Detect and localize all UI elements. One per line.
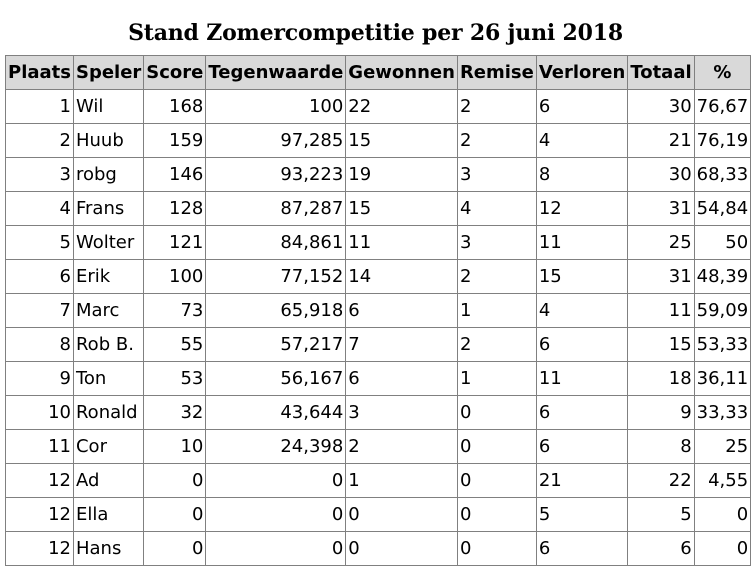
- table-row: [6, 90, 751, 124]
- table-row: [6, 498, 751, 532]
- remise-cell: 0: [457, 396, 536, 430]
- table-body: [6, 90, 751, 566]
- gewonnen-cell: 1: [346, 464, 458, 498]
- verloren-cell: 6: [536, 430, 627, 464]
- plaats-cell: 8: [6, 328, 74, 362]
- remise-cell: 0: [457, 498, 536, 532]
- table-row: [6, 226, 751, 260]
- column-header-remise: Remise: [457, 56, 536, 90]
- table-row: [6, 362, 751, 396]
- tegenwaarde-cell: 97,285: [206, 124, 346, 158]
- header-row: [6, 56, 751, 90]
- percentage-cell: 59,09: [694, 294, 751, 328]
- remise-cell: 1: [457, 294, 536, 328]
- plaats-cell: 7: [6, 294, 74, 328]
- gewonnen-cell: 11: [346, 226, 458, 260]
- percentage-cell: 25: [694, 430, 751, 464]
- verloren-cell: 21: [536, 464, 627, 498]
- speler-cell: Cor: [73, 430, 143, 464]
- totaal-cell: 30: [628, 158, 694, 192]
- plaats-cell: 6: [6, 260, 74, 294]
- score-cell: 128: [144, 192, 206, 226]
- tegenwaarde-cell: 100: [206, 90, 346, 124]
- verloren-cell: 6: [536, 90, 627, 124]
- verloren-cell: 4: [536, 294, 627, 328]
- plaats-cell: 2: [6, 124, 74, 158]
- column-header-plaats: Plaats: [6, 56, 74, 90]
- gewonnen-cell: 15: [346, 124, 458, 158]
- gewonnen-cell: 22: [346, 90, 458, 124]
- tegenwaarde-cell: 0: [206, 464, 346, 498]
- verloren-cell: 11: [536, 226, 627, 260]
- column-header-percentage: %: [694, 56, 751, 90]
- gewonnen-cell: 0: [346, 498, 458, 532]
- score-cell: 168: [144, 90, 206, 124]
- gewonnen-cell: 19: [346, 158, 458, 192]
- table-row: [6, 430, 751, 464]
- table-row: [6, 158, 751, 192]
- score-cell: 0: [144, 532, 206, 566]
- verloren-cell: 6: [536, 532, 627, 566]
- speler-cell: Ronald: [73, 396, 143, 430]
- percentage-cell: 50: [694, 226, 751, 260]
- percentage-cell: 33,33: [694, 396, 751, 430]
- score-cell: 146: [144, 158, 206, 192]
- gewonnen-cell: 15: [346, 192, 458, 226]
- percentage-cell: 76,67: [694, 90, 751, 124]
- percentage-cell: 68,33: [694, 158, 751, 192]
- totaal-cell: 22: [628, 464, 694, 498]
- remise-cell: 2: [457, 328, 536, 362]
- plaats-cell: 5: [6, 226, 74, 260]
- column-header-verloren: Verloren: [536, 56, 627, 90]
- score-cell: 159: [144, 124, 206, 158]
- plaats-cell: 12: [6, 498, 74, 532]
- tegenwaarde-cell: 77,152: [206, 260, 346, 294]
- plaats-cell: 10: [6, 396, 74, 430]
- column-header-tegenwaarde: Tegenwaarde: [206, 56, 346, 90]
- totaal-cell: 21: [628, 124, 694, 158]
- tegenwaarde-cell: 56,167: [206, 362, 346, 396]
- speler-cell: Frans: [73, 192, 143, 226]
- score-cell: 10: [144, 430, 206, 464]
- column-header-score: Score: [144, 56, 206, 90]
- percentage-cell: 76,19: [694, 124, 751, 158]
- remise-cell: 0: [457, 532, 536, 566]
- verloren-cell: 8: [536, 158, 627, 192]
- plaats-cell: 3: [6, 158, 74, 192]
- tegenwaarde-cell: 93,223: [206, 158, 346, 192]
- totaal-cell: 9: [628, 396, 694, 430]
- speler-cell: Huub: [73, 124, 143, 158]
- tegenwaarde-cell: 57,217: [206, 328, 346, 362]
- verloren-cell: 4: [536, 124, 627, 158]
- speler-cell: Ton: [73, 362, 143, 396]
- score-cell: 32: [144, 396, 206, 430]
- totaal-cell: 31: [628, 260, 694, 294]
- remise-cell: 0: [457, 464, 536, 498]
- table-row: [6, 396, 751, 430]
- score-cell: 0: [144, 498, 206, 532]
- speler-cell: Ad: [73, 464, 143, 498]
- document-title: Stand Zomercompetitie per 26 juni 2018: [128, 20, 623, 46]
- percentage-cell: 54,84: [694, 192, 751, 226]
- speler-cell: Erik: [73, 260, 143, 294]
- totaal-cell: 30: [628, 90, 694, 124]
- column-header-totaal: Totaal: [628, 56, 694, 90]
- totaal-cell: 25: [628, 226, 694, 260]
- percentage-cell: 53,33: [694, 328, 751, 362]
- verloren-cell: 6: [536, 328, 627, 362]
- column-header-speler: Speler: [73, 56, 143, 90]
- remise-cell: 0: [457, 430, 536, 464]
- tegenwaarde-cell: 0: [206, 498, 346, 532]
- gewonnen-cell: 7: [346, 328, 458, 362]
- standings-table: [5, 55, 751, 566]
- table-row: [6, 464, 751, 498]
- percentage-cell: 48,39: [694, 260, 751, 294]
- speler-cell: Wil: [73, 90, 143, 124]
- remise-cell: 1: [457, 362, 536, 396]
- table-row: [6, 260, 751, 294]
- plaats-cell: 12: [6, 464, 74, 498]
- score-cell: 0: [144, 464, 206, 498]
- speler-cell: Wolter: [73, 226, 143, 260]
- table-row: [6, 328, 751, 362]
- tegenwaarde-cell: 0: [206, 532, 346, 566]
- score-cell: 55: [144, 328, 206, 362]
- table-row: [6, 124, 751, 158]
- score-cell: 121: [144, 226, 206, 260]
- speler-cell: Ella: [73, 498, 143, 532]
- plaats-cell: 9: [6, 362, 74, 396]
- gewonnen-cell: 6: [346, 362, 458, 396]
- percentage-cell: 0: [694, 498, 751, 532]
- plaats-cell: 1: [6, 90, 74, 124]
- tegenwaarde-cell: 43,644: [206, 396, 346, 430]
- remise-cell: 2: [457, 90, 536, 124]
- plaats-cell: 12: [6, 532, 74, 566]
- score-cell: 53: [144, 362, 206, 396]
- score-cell: 73: [144, 294, 206, 328]
- gewonnen-cell: 3: [346, 396, 458, 430]
- gewonnen-cell: 2: [346, 430, 458, 464]
- gewonnen-cell: 6: [346, 294, 458, 328]
- table-row: [6, 192, 751, 226]
- speler-cell: Marc: [73, 294, 143, 328]
- plaats-cell: 11: [6, 430, 74, 464]
- totaal-cell: 5: [628, 498, 694, 532]
- totaal-cell: 18: [628, 362, 694, 396]
- tegenwaarde-cell: 24,398: [206, 430, 346, 464]
- verloren-cell: 12: [536, 192, 627, 226]
- remise-cell: 4: [457, 192, 536, 226]
- score-cell: 100: [144, 260, 206, 294]
- totaal-cell: 6: [628, 532, 694, 566]
- percentage-cell: 36,11: [694, 362, 751, 396]
- speler-cell: Rob B.: [73, 328, 143, 362]
- percentage-cell: 4,55: [694, 464, 751, 498]
- tegenwaarde-cell: 87,287: [206, 192, 346, 226]
- totaal-cell: 8: [628, 430, 694, 464]
- totaal-cell: 15: [628, 328, 694, 362]
- speler-cell: robg: [73, 158, 143, 192]
- verloren-cell: 5: [536, 498, 627, 532]
- totaal-cell: 31: [628, 192, 694, 226]
- remise-cell: 2: [457, 124, 536, 158]
- verloren-cell: 6: [536, 396, 627, 430]
- speler-cell: Hans: [73, 532, 143, 566]
- remise-cell: 3: [457, 226, 536, 260]
- verloren-cell: 15: [536, 260, 627, 294]
- remise-cell: 3: [457, 158, 536, 192]
- verloren-cell: 11: [536, 362, 627, 396]
- gewonnen-cell: 14: [346, 260, 458, 294]
- gewonnen-cell: 0: [346, 532, 458, 566]
- table-row: [6, 294, 751, 328]
- percentage-cell: 0: [694, 532, 751, 566]
- tegenwaarde-cell: 65,918: [206, 294, 346, 328]
- tegenwaarde-cell: 84,861: [206, 226, 346, 260]
- table-row: [6, 532, 751, 566]
- plaats-cell: 4: [6, 192, 74, 226]
- column-header-gewonnen: Gewonnen: [346, 56, 458, 90]
- remise-cell: 2: [457, 260, 536, 294]
- totaal-cell: 11: [628, 294, 694, 328]
